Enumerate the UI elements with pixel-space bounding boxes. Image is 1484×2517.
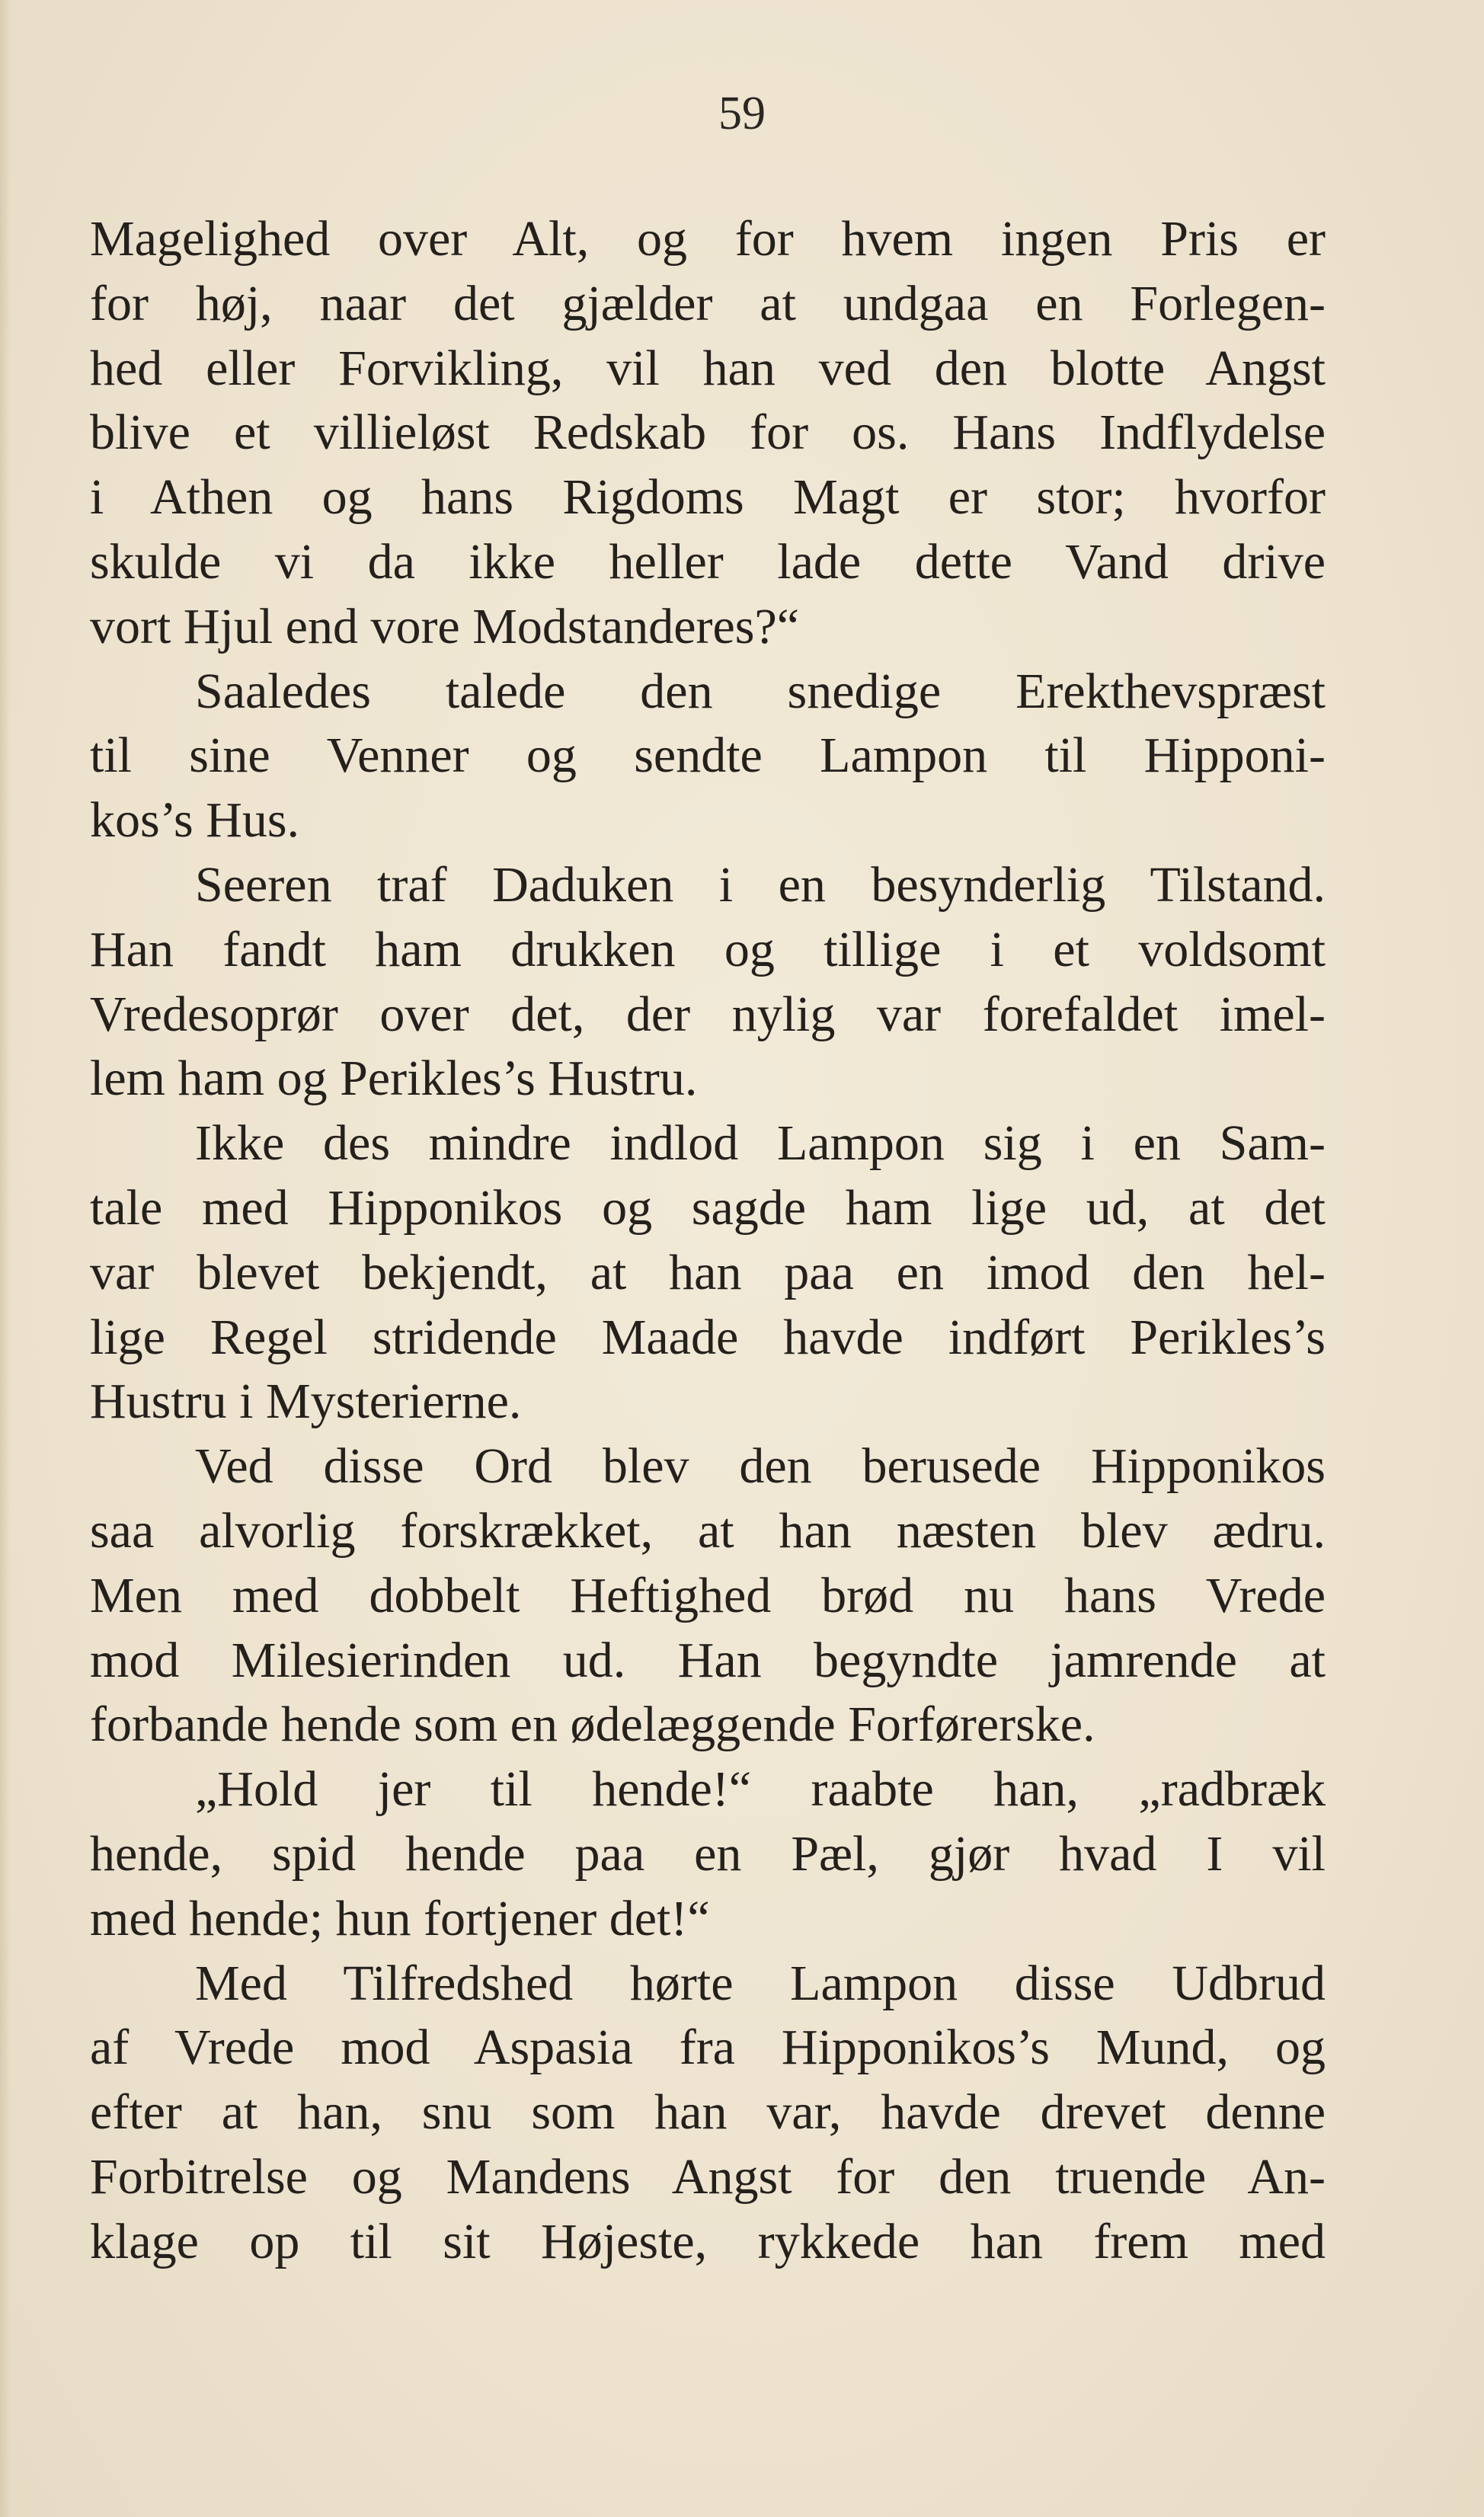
text-line: klage op til sit Højeste, rykkede han frem med — [90, 2213, 1326, 2269]
text-line: Ved disse Ord blev den berusede Hipponikos — [195, 1438, 1326, 1495]
text-line: for høj, naar det gjælder at undgaa en Forlegen- — [90, 275, 1326, 331]
text-line: mod Milesierinden ud. Han begyndte jamrende at — [90, 1632, 1326, 1688]
text-line: „Hold jer til hende!“ raabte han, „radbræk — [195, 1761, 1326, 1818]
text-line: forbande hende som en ødelæggende Forførerske. — [90, 1697, 1095, 1753]
text-line: hed eller Forvikling, vil han ved den blotte Angst — [90, 340, 1326, 396]
text-line: Hustru i Mysterierne. — [90, 1374, 522, 1430]
text-line: Vredesoprør over det, der nylig var forefaldet imel- — [90, 986, 1326, 1042]
text-line: efter at han, snu som han var, havde drevet denne — [90, 2084, 1326, 2141]
text-line: Magelighed over Alt, og for hvem ingen Pris er — [90, 211, 1326, 267]
text-line: med hende; hun fortjener det!“ — [90, 1890, 710, 1946]
body-text — [90, 207, 1326, 2275]
text-line: Men med dobbelt Heftighed brød nu hans Vrede — [90, 1567, 1326, 1623]
text-line: vort Hjul end vore Modstanderes?“ — [90, 598, 800, 654]
text-line: tale med Hipponikos og sagde ham lige ud, at det — [90, 1179, 1326, 1236]
text-line: skulde vi da ikke heller lade dette Vand drive — [90, 533, 1326, 590]
text-line: i Athen og hans Rigdoms Magt er stor; hvorfor — [90, 469, 1326, 526]
page-number: 59 — [718, 88, 766, 139]
text-line: hende, spid hende paa en Pæl, gjør hvad I vil — [90, 1825, 1326, 1882]
text-line: var blevet bekjendt, at han paa en imod den hel- — [90, 1244, 1326, 1300]
text-line: Forbitrelse og Mandens Angst for den truende An- — [90, 2148, 1326, 2205]
text-line: blive et villieløst Redskab for os. Hans Indflydelse — [90, 405, 1326, 461]
text-line: lige Regel stridende Maade havde indført Perikles’s — [90, 1309, 1326, 1365]
text-line: Ikke des mindre indlod Lampon sig i en Sam- — [195, 1115, 1326, 1172]
text-line: Med Tilfredshed hørte Lampon disse Udbrud — [195, 1955, 1326, 2011]
text-line: til sine Venner og sendte Lampon til Hipponi- — [90, 728, 1326, 784]
text-line: saa alvorlig forskrækket, at han næsten blev ædru. — [90, 1502, 1326, 1559]
text-line: af Vrede mod Aspasia fra Hipponikos’s Mund, og — [90, 2020, 1326, 2076]
text-line: Saaledes talede den snedige Erekthevspræst — [195, 663, 1326, 719]
text-line: Han fandt ham drukken og tillige i et voldsomt — [90, 921, 1326, 977]
page-edge-shadow — [0, 0, 11, 2517]
text-line: kos’s Hus. — [90, 792, 300, 849]
text-line: Seeren traf Daduken i en besynderlig Tilstand. — [195, 856, 1326, 913]
text-line: lem ham og Perikles’s Hustru. — [90, 1051, 698, 1107]
